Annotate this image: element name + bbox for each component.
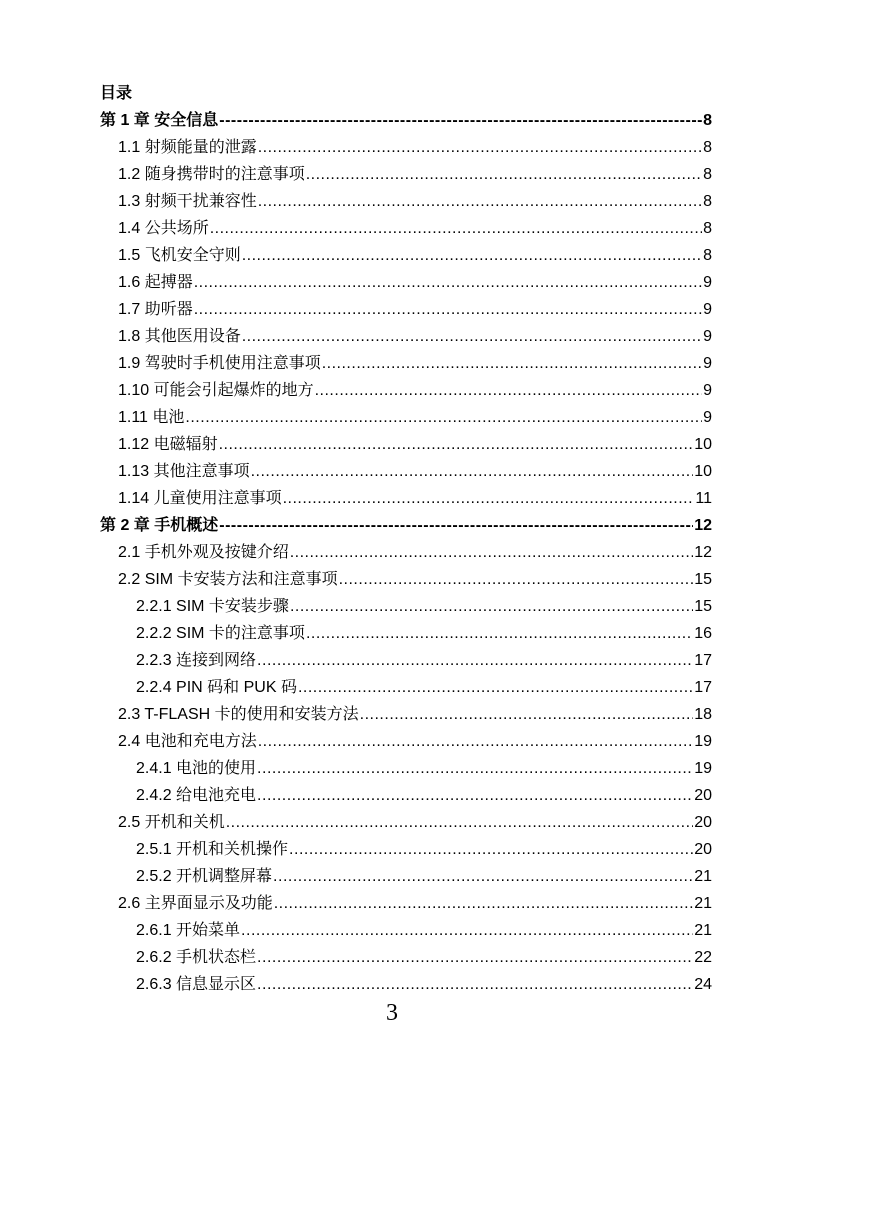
toc-entry-label: 1.14 儿童使用注意事项 — [118, 490, 282, 507]
toc-entry-label: 1.3 射频干扰兼容性 — [118, 193, 257, 210]
toc-chapter-entry[interactable] — [100, 512, 712, 539]
toc-section-entry[interactable] — [100, 674, 712, 701]
toc-section-entry[interactable] — [100, 350, 712, 377]
toc-entry-page: 8 — [703, 166, 712, 183]
toc-section-entry[interactable] — [100, 863, 712, 890]
toc-section-entry[interactable] — [100, 566, 712, 593]
toc-leader-dots — [257, 647, 693, 674]
toc-entry-page: 21 — [694, 895, 712, 912]
toc-section-entry[interactable] — [100, 296, 712, 323]
toc-leader-dots — [185, 404, 702, 431]
toc-leader-dots — [241, 917, 693, 944]
toc-leader-dots — [226, 809, 694, 836]
toc-entry-page: 20 — [694, 814, 712, 831]
toc-entry-label: 2.2.1 SIM 卡安装步骤 — [136, 598, 289, 615]
toc-entry-label: 1.12 电磁辐射 — [118, 436, 218, 453]
toc-section-entry[interactable] — [100, 242, 712, 269]
toc-section-entry[interactable] — [100, 890, 712, 917]
toc-entry-label: 第 1 章 安全信息 — [100, 112, 219, 129]
toc-leader-dots — [219, 431, 694, 458]
toc-entry-page: 16 — [694, 625, 712, 642]
toc-list — [100, 107, 712, 998]
toc-section-entry[interactable] — [100, 755, 712, 782]
toc-section-entry[interactable] — [100, 485, 712, 512]
toc-leader-dots — [258, 728, 694, 755]
toc-leader-dots — [219, 107, 702, 134]
toc-leader-dots — [257, 755, 693, 782]
toc-entry-label: 1.8 其他医用设备 — [118, 328, 241, 345]
toc-entry-label: 2.6 主界面显示及功能 — [118, 895, 273, 912]
toc-entry-label: 2.5 开机和关机 — [118, 814, 225, 831]
toc-entry-label: 2.6.1 开始菜单 — [136, 922, 241, 939]
toc-section-entry[interactable] — [100, 593, 712, 620]
toc-leader-dots — [274, 890, 694, 917]
toc-section-entry[interactable] — [100, 917, 712, 944]
toc-entry-page: 9 — [703, 355, 712, 372]
toc-entry-label: 2.5.2 开机调整屏幕 — [136, 868, 273, 885]
toc-section-entry[interactable] — [100, 215, 712, 242]
toc-section-entry[interactable] — [100, 944, 712, 971]
toc-entry-page: 9 — [703, 301, 712, 318]
toc-section-entry[interactable] — [100, 728, 712, 755]
toc-entry-label: 2.4.1 电池的使用 — [136, 760, 257, 777]
toc-leader-dots — [194, 269, 702, 296]
toc-leader-dots — [322, 350, 702, 377]
toc-entry-page: 15 — [694, 598, 712, 615]
toc-entry-label: 2.5.1 开机和关机操作 — [136, 841, 289, 858]
toc-entry-label: 1.2 随身携带时的注意事项 — [118, 166, 305, 183]
toc-leader-dots — [339, 566, 694, 593]
table-of-contents — [100, 80, 712, 998]
toc-entry-label: 第 2 章 手机概述 — [100, 517, 219, 534]
toc-leader-dots — [290, 539, 694, 566]
toc-entry-label: 2.1 手机外观及按键介绍 — [118, 544, 289, 561]
toc-entry-page: 9 — [703, 382, 712, 399]
toc-chapter-entry[interactable] — [100, 107, 712, 134]
toc-section-entry[interactable] — [100, 458, 712, 485]
toc-entry-label: 1.5 飞机安全守则 — [118, 247, 241, 264]
toc-section-entry[interactable] — [100, 620, 712, 647]
toc-section-entry[interactable] — [100, 647, 712, 674]
toc-leader-dots — [306, 620, 693, 647]
toc-entry-page: 9 — [703, 328, 712, 345]
toc-entry-page: 12 — [694, 517, 712, 534]
toc-entry-page: 8 — [703, 112, 712, 129]
toc-entry-page: 17 — [694, 679, 712, 696]
toc-entry-page: 8 — [703, 247, 712, 264]
toc-entry-page: 21 — [694, 868, 712, 885]
toc-section-entry[interactable] — [100, 188, 712, 215]
page-number: 3 — [386, 1000, 398, 1026]
toc-entry-label: 1.10 可能会引起爆炸的地方 — [118, 382, 314, 399]
toc-leader-dots — [283, 485, 695, 512]
toc-leader-dots — [298, 674, 693, 701]
toc-entry-page: 8 — [703, 139, 712, 156]
toc-leader-dots — [210, 215, 702, 242]
toc-leader-dots — [242, 242, 702, 269]
toc-entry-label: 2.2.4 PIN 码和 PUK 码 — [136, 679, 297, 696]
toc-leader-dots — [290, 593, 693, 620]
toc-entry-page: 12 — [694, 544, 712, 561]
toc-leader-dots — [251, 458, 694, 485]
toc-leader-dots — [315, 377, 703, 404]
toc-leader-dots — [273, 863, 693, 890]
toc-leader-dots — [194, 296, 702, 323]
toc-section-entry[interactable] — [100, 701, 712, 728]
toc-section-entry[interactable] — [100, 323, 712, 350]
toc-entry-page: 9 — [703, 409, 712, 426]
toc-leader-dots — [360, 701, 694, 728]
toc-section-entry[interactable] — [100, 377, 712, 404]
toc-entry-label: 2.3 T-FLASH 卡的使用和安装方法 — [118, 706, 359, 723]
toc-section-entry[interactable] — [100, 971, 712, 998]
toc-entry-page: 8 — [703, 193, 712, 210]
toc-entry-page: 22 — [694, 949, 712, 966]
toc-entry-page: 11 — [695, 490, 712, 507]
toc-leader-dots — [289, 836, 693, 863]
toc-entry-page: 21 — [694, 922, 712, 939]
toc-entry-page: 10 — [694, 463, 712, 480]
toc-entry-label: 2.6.2 手机状态栏 — [136, 949, 257, 966]
toc-leader-dots — [219, 512, 693, 539]
toc-entry-page: 17 — [694, 652, 712, 669]
toc-entry-page: 10 — [694, 436, 712, 453]
toc-entry-page: 9 — [703, 274, 712, 291]
toc-entry-page: 20 — [694, 787, 712, 804]
toc-section-entry[interactable] — [100, 404, 712, 431]
toc-title: 目录 — [100, 85, 133, 102]
toc-entry-label: 2.6.3 信息显示区 — [136, 976, 257, 993]
toc-leader-dots — [242, 323, 702, 350]
toc-leader-dots — [258, 188, 702, 215]
toc-entry-page: 24 — [694, 976, 712, 993]
toc-entry-label: 2.2 SIM 卡安装方法和注意事项 — [118, 571, 338, 588]
toc-entry-label: 2.4 电池和充电方法 — [118, 733, 257, 750]
toc-section-entry[interactable] — [100, 809, 712, 836]
toc-entry-label: 1.9 驾驶时手机使用注意事项 — [118, 355, 321, 372]
toc-section-entry[interactable] — [100, 836, 712, 863]
toc-leader-dots — [258, 134, 702, 161]
toc-entry-page: 19 — [694, 760, 712, 777]
toc-entry-label: 1.11 电池 — [118, 409, 185, 426]
toc-entry-label: 2.4.2 给电池充电 — [136, 787, 257, 804]
toc-entry-label: 1.6 起搏器 — [118, 274, 193, 291]
toc-leader-dots — [257, 782, 693, 809]
toc-section-entry[interactable] — [100, 782, 712, 809]
toc-leader-dots — [306, 161, 702, 188]
toc-entry-label: 1.13 其他注意事项 — [118, 463, 250, 480]
toc-section-entry[interactable] — [100, 134, 712, 161]
toc-leader-dots — [257, 944, 693, 971]
toc-section-entry[interactable] — [100, 161, 712, 188]
toc-entry-label: 1.4 公共场所 — [118, 220, 209, 237]
toc-entry-label: 1.1 射频能量的泄露 — [118, 139, 257, 156]
toc-section-entry[interactable] — [100, 269, 712, 296]
toc-entry-page: 19 — [694, 733, 712, 750]
toc-entry-page: 15 — [694, 571, 712, 588]
toc-section-entry[interactable] — [100, 431, 712, 458]
toc-entry-label: 2.2.2 SIM 卡的注意事项 — [136, 625, 305, 642]
toc-entry-page: 8 — [703, 220, 712, 237]
toc-section-entry[interactable] — [100, 539, 712, 566]
toc-leader-dots — [257, 971, 693, 998]
toc-entry-label: 2.2.3 连接到网络 — [136, 652, 257, 669]
toc-entry-page: 18 — [694, 706, 712, 723]
toc-entry-page: 20 — [694, 841, 712, 858]
toc-entry-label: 1.7 助听器 — [118, 301, 193, 318]
